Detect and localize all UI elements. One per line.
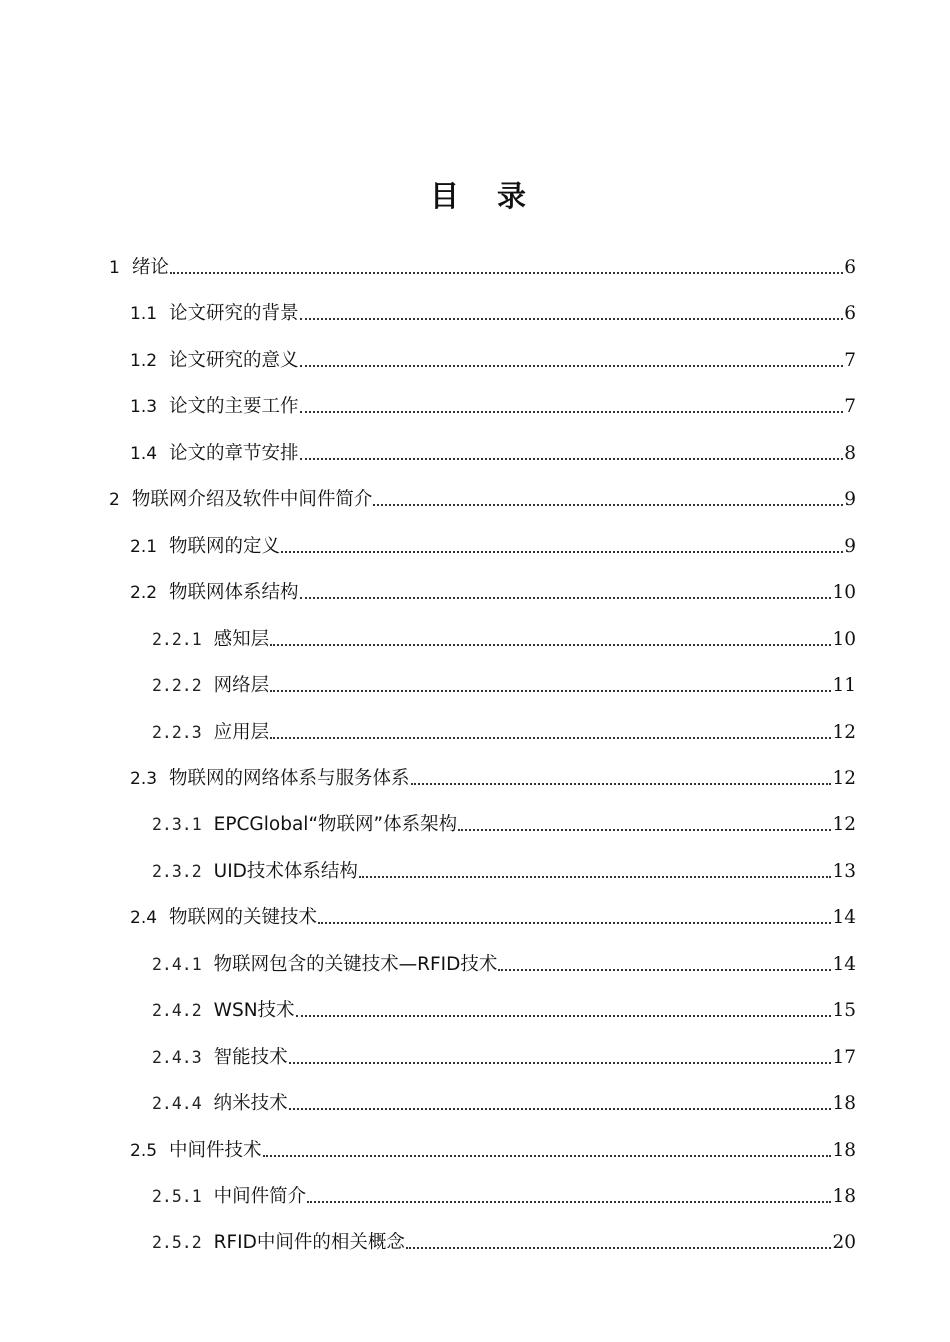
toc-entry-number: 2.3.1 bbox=[152, 815, 202, 835]
toc-dot-leader bbox=[359, 875, 832, 878]
toc-entry-page-number: 9 bbox=[844, 489, 856, 511]
toc-dot-leader bbox=[300, 364, 844, 367]
toc-dot-leader bbox=[281, 550, 843, 553]
toc-entry[interactable] bbox=[152, 803, 856, 837]
toc-entry-number: 2.5.1 bbox=[152, 1187, 202, 1206]
toc-entry[interactable] bbox=[130, 292, 856, 326]
toc-entry-page-number: 14 bbox=[832, 953, 856, 975]
toc-entry[interactable] bbox=[130, 1129, 856, 1163]
toc-entry-page-number: 18 bbox=[832, 1093, 856, 1115]
toc-dot-leader bbox=[263, 1154, 832, 1157]
toc-dot-leader bbox=[296, 1014, 832, 1017]
toc-dot-leader bbox=[289, 1107, 832, 1110]
toc-entry-number: 1.1 bbox=[130, 304, 158, 325]
toc-entry-number: 1.3 bbox=[130, 397, 158, 418]
page-title: 目 录 bbox=[429, 179, 541, 213]
toc-entry-title: 应用层 bbox=[213, 721, 270, 743]
toc-entry-page-number: 12 bbox=[832, 767, 856, 789]
toc-entry[interactable] bbox=[130, 432, 856, 466]
toc-entry-number: 2.4.1 bbox=[152, 954, 202, 974]
toc-entry-number: 2.5 bbox=[130, 1140, 158, 1161]
toc-entry-title: 纳米技术 bbox=[213, 1093, 288, 1115]
toc-dot-leader bbox=[300, 596, 832, 599]
toc-entry[interactable] bbox=[130, 757, 856, 791]
toc-entry-page-number: 13 bbox=[832, 860, 856, 882]
toc-dot-leader bbox=[300, 317, 844, 320]
toc-entry-title: 智能技术 bbox=[213, 1046, 288, 1068]
toc-entry-number: 2 bbox=[109, 490, 120, 511]
toc-entry-title: RFID中间件的相关概念 bbox=[213, 1232, 405, 1254]
toc-entry-title: 网络层 bbox=[213, 675, 270, 697]
toc-entry-title: 物联网介绍及软件中间件简介 bbox=[131, 489, 373, 511]
toc-entry-page-number: 7 bbox=[844, 396, 856, 418]
toc-entry-number: 2.2.2 bbox=[152, 676, 202, 696]
toc-entry-page-number: 9 bbox=[844, 535, 856, 557]
toc-entry-title: 论文研究的背景 bbox=[169, 303, 299, 325]
toc-entry-page-number: 18 bbox=[832, 1139, 856, 1161]
toc-entry[interactable] bbox=[152, 850, 856, 884]
toc-entry[interactable] bbox=[152, 711, 856, 745]
toc-entry-page-number: 12 bbox=[832, 721, 856, 743]
toc-entry-title: 中间件技术 bbox=[169, 1139, 262, 1161]
toc-entry-page-number: 12 bbox=[832, 814, 856, 836]
toc-dot-leader bbox=[270, 736, 831, 739]
toc-dot-leader bbox=[411, 782, 832, 785]
toc-entry[interactable] bbox=[152, 1036, 856, 1070]
toc-entry-number: 2.3.2 bbox=[152, 861, 202, 881]
toc-entry-page-number: 15 bbox=[832, 1000, 856, 1022]
toc-entry-title: 绪论 bbox=[131, 257, 169, 278]
toc-entry-page-number: 8 bbox=[844, 442, 856, 464]
toc-dot-leader bbox=[300, 410, 844, 413]
toc-entry[interactable] bbox=[130, 525, 856, 559]
toc-entry-page-number: 11 bbox=[832, 675, 856, 697]
toc-entry[interactable] bbox=[109, 246, 856, 280]
toc-entry-title: 物联网包含的关键技术—RFID技术 bbox=[213, 953, 498, 975]
toc-entry[interactable] bbox=[130, 896, 856, 930]
toc-entry[interactable] bbox=[152, 618, 856, 652]
toc-entry-number: 2.4.4 bbox=[152, 1094, 202, 1114]
toc-entry[interactable] bbox=[152, 1175, 856, 1209]
toc-entry[interactable] bbox=[152, 664, 856, 698]
toc-entry-number: 2.3 bbox=[130, 768, 158, 789]
toc-entry-title: EPCGlobal“物联网”体系架构 bbox=[213, 814, 458, 836]
toc-dot-leader bbox=[307, 1200, 831, 1203]
toc-dot-leader bbox=[318, 921, 831, 924]
toc-entry-number: 2.4 bbox=[130, 908, 158, 929]
toc-dot-leader bbox=[498, 968, 831, 971]
toc-dot-leader bbox=[406, 1246, 832, 1249]
toc-entry-page-number: 6 bbox=[844, 257, 856, 278]
toc-entry-title: 论文的主要工作 bbox=[169, 396, 299, 418]
toc-entry[interactable] bbox=[152, 1221, 856, 1255]
toc-entry[interactable] bbox=[109, 478, 856, 512]
toc-entry-number: 2.1 bbox=[130, 536, 158, 557]
toc-entry-number: 2.2.1 bbox=[152, 629, 202, 649]
toc-entry-title: 论文的章节安排 bbox=[169, 442, 299, 464]
toc-entry[interactable] bbox=[130, 339, 856, 373]
toc-entry-page-number: 10 bbox=[832, 628, 856, 650]
toc-entry[interactable] bbox=[152, 989, 856, 1023]
toc-dot-leader bbox=[270, 643, 831, 646]
toc-entry-number: 2.4.3 bbox=[152, 1047, 202, 1067]
toc-entry[interactable] bbox=[152, 943, 856, 977]
toc-entry-number: 1.4 bbox=[130, 443, 158, 464]
toc-entry-number: 2.2 bbox=[130, 583, 158, 604]
toc-dot-leader bbox=[373, 503, 843, 506]
toc-dot-leader bbox=[458, 828, 831, 831]
toc-entry-page-number: 7 bbox=[844, 349, 856, 371]
toc-entry[interactable] bbox=[130, 385, 856, 419]
toc-entry-title: 物联网的网络体系与服务体系 bbox=[169, 767, 410, 789]
toc-dot-leader bbox=[170, 271, 843, 274]
toc-entry-title: 物联网体系结构 bbox=[169, 582, 299, 604]
toc-dot-leader bbox=[289, 1061, 832, 1064]
toc-entry-title: 感知层 bbox=[213, 628, 270, 650]
toc-entry-title: 物联网的关键技术 bbox=[169, 907, 318, 929]
toc-entry[interactable] bbox=[130, 571, 856, 605]
toc-entry-title: WSN技术 bbox=[213, 1000, 295, 1022]
toc-dot-leader bbox=[300, 457, 844, 460]
toc-entry-title: 论文研究的意义 bbox=[169, 349, 299, 371]
toc-entry-page-number: 6 bbox=[844, 303, 856, 325]
toc-entry-number: 2.5.2 bbox=[152, 1233, 202, 1253]
toc-entry-page-number: 10 bbox=[832, 582, 856, 604]
toc-entry-number: 1 bbox=[109, 258, 120, 278]
toc-entry-page-number: 18 bbox=[832, 1186, 856, 1207]
toc-entry-number: 2.2.3 bbox=[152, 722, 202, 742]
toc-entry-page-number: 14 bbox=[832, 907, 856, 929]
toc-entry-number: 1.2 bbox=[130, 350, 158, 371]
toc-entry-number: 2.4.2 bbox=[152, 1001, 202, 1021]
toc-entry[interactable] bbox=[152, 1082, 856, 1116]
toc-entry-title: 中间件简介 bbox=[213, 1186, 307, 1207]
toc-entry-page-number: 17 bbox=[832, 1046, 856, 1068]
toc-entry-title: 物联网的定义 bbox=[169, 535, 281, 557]
toc-dot-leader bbox=[270, 689, 831, 692]
toc-entry-page-number: 20 bbox=[832, 1232, 856, 1254]
toc-entry-title: UID技术体系结构 bbox=[213, 860, 358, 882]
